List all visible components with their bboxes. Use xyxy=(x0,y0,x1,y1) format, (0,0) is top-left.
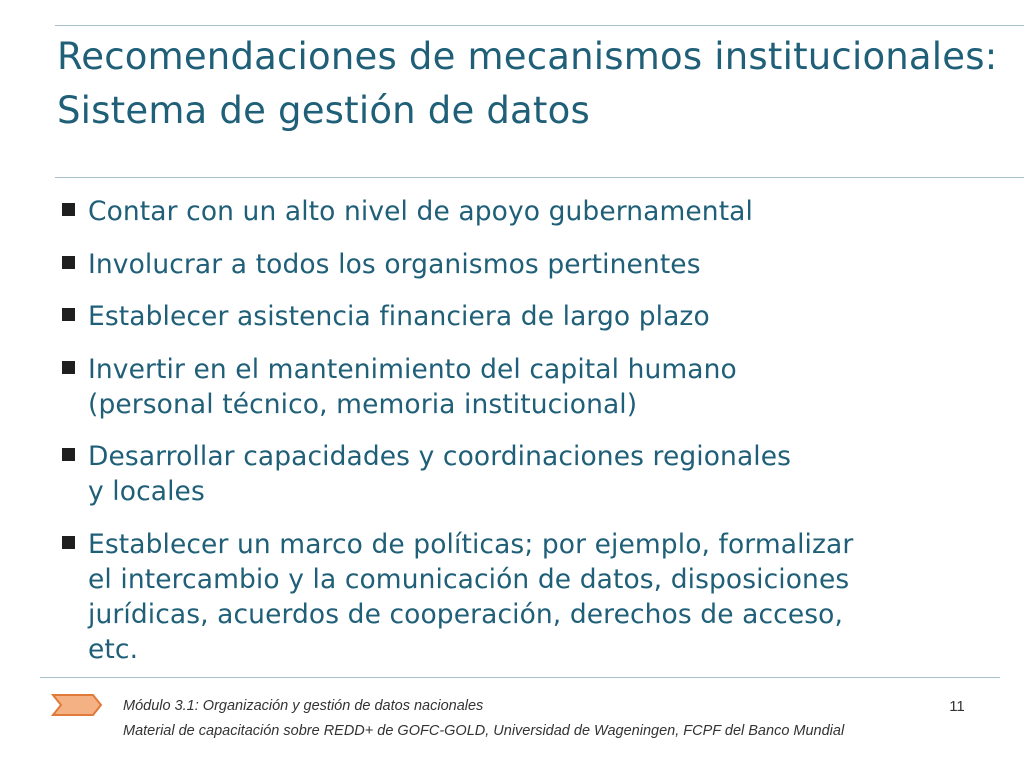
bullet-line: y locales xyxy=(88,476,205,507)
bullet-item xyxy=(62,439,1012,509)
bullet-line: el intercambio y la comunicación de datos, disposiciones xyxy=(88,563,850,595)
title-divider xyxy=(55,177,1024,178)
slide-title: Recomendaciones de mecanismos institucionales: Sistema de gestión de datos xyxy=(57,35,998,132)
square-bullet-icon xyxy=(62,256,75,269)
bullet-line: Invertir en el mantenimiento del capital humano xyxy=(88,353,737,385)
bullet-line: etc. xyxy=(88,633,139,665)
page-number: 11 xyxy=(949,698,965,715)
square-bullet-icon xyxy=(62,203,75,216)
bullet-item xyxy=(62,352,1012,422)
bullet-line: jurídicas, acuerdos de cooperación, derechos de acceso, xyxy=(88,598,843,630)
bullet-item xyxy=(62,527,1012,667)
footer-module: Módulo 3.1: Organización y gestión de datos nacionales xyxy=(123,698,484,714)
square-bullet-icon xyxy=(62,308,75,321)
bullet-item xyxy=(62,247,1012,282)
square-bullet-icon xyxy=(62,448,75,461)
bullet-item xyxy=(62,194,1012,229)
bullet-line: Involucrar a todos los organismos pertinentes xyxy=(88,248,701,280)
bullet-line: Contar con un alto nivel de apoyo gubernamental xyxy=(88,196,753,227)
bullet-line: Establecer asistencia financiera de largo plazo xyxy=(88,301,710,332)
bullet-line: Establecer un marco de políticas; por ejemplo, formalizar xyxy=(88,528,854,560)
bullet-item xyxy=(62,299,1012,334)
chevron-arrow-icon xyxy=(51,693,103,717)
top-divider xyxy=(55,25,1024,26)
bullet-line: Desarrollar capacidades y coordinaciones regionales xyxy=(88,441,792,472)
footer-divider xyxy=(40,677,1000,678)
bullet-list xyxy=(62,194,1012,684)
square-bullet-icon xyxy=(62,361,75,374)
square-bullet-icon xyxy=(62,536,75,549)
footer-credit: Material de capacitación sobre REDD+ de GOFC-GOLD, Universidad de Wageningen, FCPF del Banco Mundial xyxy=(123,723,845,739)
bullet-line: (personal técnico, memoria institucional) xyxy=(88,388,638,420)
